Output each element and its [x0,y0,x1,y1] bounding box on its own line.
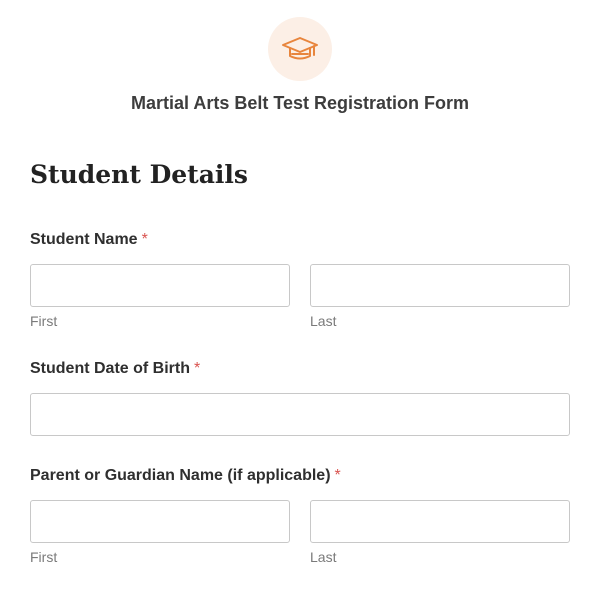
dob-label [30,359,200,379]
guardian-name-label-text: Parent or Guardian Name (if applicable) [30,467,331,484]
student-first-name-input[interactable] [30,264,290,307]
required-asterisk: * [194,360,201,377]
student-name-label-text: Student Name [30,231,138,248]
first-sublabel: First [30,549,58,565]
dob-label-text: Student Date of Birth [30,360,190,377]
form-logo [268,17,332,81]
first-sublabel: First [30,313,58,329]
section-heading: Student Details [30,160,248,189]
guardian-name-label [30,466,341,486]
dob-input[interactable] [30,393,570,436]
last-sublabel: Last [310,313,337,329]
graduation-cap-icon [280,35,320,63]
required-asterisk: * [334,467,341,484]
student-name-label [30,230,148,250]
required-asterisk: * [141,231,148,248]
form-title: Martial Arts Belt Test Registration Form [130,93,470,113]
guardian-first-name-input[interactable] [30,500,290,543]
guardian-last-name-input[interactable] [310,500,570,543]
last-sublabel: Last [310,549,337,565]
student-last-name-input[interactable] [310,264,570,307]
